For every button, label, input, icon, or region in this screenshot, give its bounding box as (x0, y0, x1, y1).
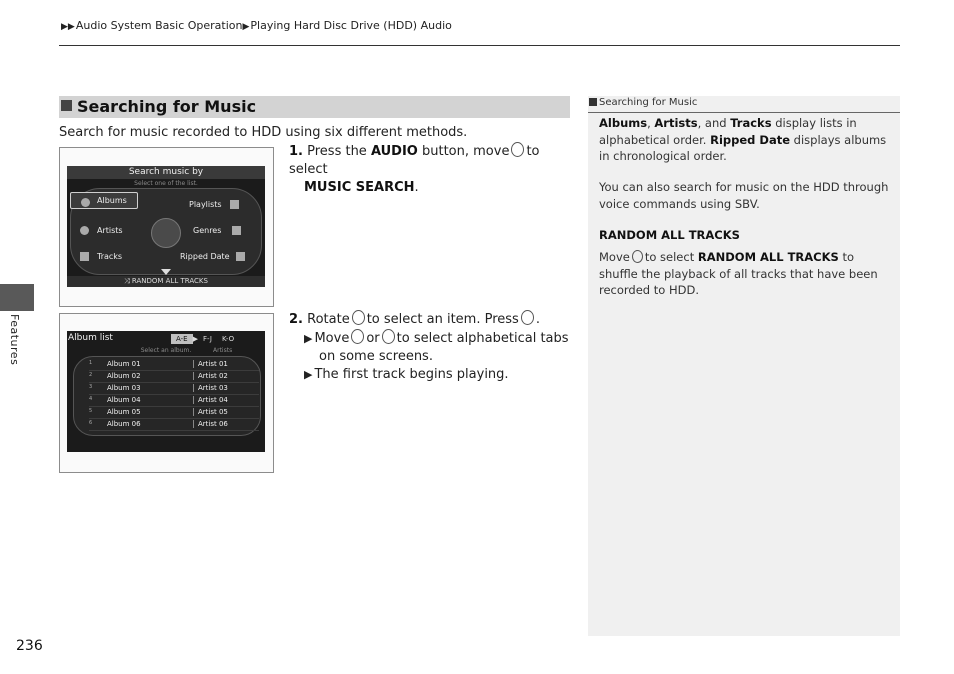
albums-label: Albums (97, 196, 127, 205)
breadcrumb (61, 19, 452, 32)
screen-title: Search music by (67, 166, 265, 179)
album-name: Album 03 (107, 384, 141, 392)
screen-subtitle (67, 347, 265, 354)
list-item[interactable] (89, 396, 259, 407)
row-number: 5 (89, 408, 93, 414)
breadcrumb-item[interactable]: Playing Hard Disc Drive (HDD) Audio (250, 19, 452, 32)
dial-knob (151, 218, 181, 248)
albums-button[interactable] (70, 192, 138, 209)
list-item[interactable] (89, 360, 259, 371)
calendar-icon (236, 252, 245, 261)
step-text: to select an item. Press (366, 312, 519, 327)
tab-f-j[interactable]: F-J (202, 335, 212, 343)
substep (304, 329, 571, 366)
tracks-term: Tracks (730, 116, 772, 130)
tab-arrow-icon: ▶ (192, 335, 198, 343)
artist-name: Artist 03 (193, 384, 228, 392)
step-text: to select (289, 144, 540, 177)
side-tab-label: Features (8, 314, 21, 366)
album-name: Album 06 (107, 420, 141, 428)
press-control-icon (521, 310, 534, 325)
genres-label: Genres (193, 226, 222, 235)
screen-title: Album list (68, 333, 113, 343)
breadcrumb-arrow-icon: ▶ (242, 22, 250, 32)
step-text: . (535, 312, 540, 327)
step-text: to select alphabetical tabs on some screens. (319, 331, 569, 364)
step-text: button, move (422, 144, 510, 159)
list-item[interactable] (89, 372, 259, 383)
tracks-button[interactable] (80, 252, 122, 261)
side-note-title: Searching for Music (599, 97, 698, 108)
alphabet-tabs (171, 334, 239, 344)
step-2 (289, 310, 571, 384)
ripped-date-term: Ripped Date (710, 132, 791, 147)
genres-icon (232, 226, 241, 235)
section-title: Searching for Music (77, 97, 257, 116)
playlists-label: Playlists (189, 200, 222, 209)
side-note-paragraph: You can also search for music on the HDD through voice commands using SBV. (599, 180, 889, 211)
step-text: The first track begins playing. (314, 367, 509, 382)
side-note-panel (588, 96, 900, 636)
note-text: displays albums in chronological order. (599, 132, 887, 163)
substep-arrow-icon: ▶ (304, 368, 313, 381)
row-number: 3 (89, 384, 93, 390)
step-text: . (414, 180, 419, 195)
playlists-button[interactable] (189, 200, 239, 209)
tab-k-o[interactable]: K-O (222, 335, 235, 343)
search-music-screen (67, 166, 265, 287)
artist-name: Artist 01 (193, 360, 228, 368)
breadcrumb-item[interactable]: Audio System Basic Operation (75, 19, 243, 32)
side-tab (0, 284, 34, 311)
row-number: 6 (89, 420, 93, 426)
row-number: 1 (89, 360, 93, 366)
step-text: Move (314, 331, 350, 346)
artist-name: Artist 04 (193, 396, 228, 404)
section-square-icon (61, 100, 72, 111)
section-intro: Search for music recorded to HDD using six different methods. (59, 125, 468, 140)
album-list-screen (67, 331, 265, 452)
ripped-date-label: Ripped Date (180, 252, 230, 261)
artist-name: Artist 02 (193, 372, 228, 380)
artists-label: Artists (97, 226, 123, 235)
list-item[interactable] (89, 420, 259, 431)
artists-term: Artists (654, 116, 698, 130)
shuffle-icon: ⤨ (124, 277, 132, 285)
move-left-control-icon (351, 329, 364, 344)
artist-name: Artist 05 (193, 408, 228, 416)
step-1 (289, 142, 571, 197)
artists-column-header: Artists (213, 347, 233, 354)
breadcrumb-arrow-icon: ▶▶ (61, 22, 75, 32)
step-number: 2. (289, 312, 303, 327)
note-text: Move (599, 250, 630, 264)
step-text: or (366, 331, 380, 346)
side-note-paragraph (599, 115, 891, 165)
section-heading (59, 96, 570, 118)
album-name: Album 01 (107, 360, 141, 368)
artists-icon (80, 226, 89, 235)
music-search-label: MUSIC SEARCH (304, 180, 415, 195)
note-text: , (647, 116, 651, 130)
note-text: to select (644, 250, 695, 264)
move-down-control-icon (632, 250, 643, 263)
page-number: 236 (16, 638, 43, 654)
note-text: , and (697, 116, 727, 130)
ripped-date-button[interactable] (180, 252, 245, 261)
step-number: 1. (289, 144, 303, 159)
move-up-control-icon (511, 142, 524, 157)
list-item[interactable] (89, 408, 259, 419)
substep (304, 366, 571, 384)
step-text: Press the (307, 144, 367, 159)
albums-icon (81, 198, 90, 207)
subtitle-text: Select an album. (140, 347, 192, 354)
rotate-control-icon (352, 310, 365, 325)
step-text: Rotate (307, 312, 350, 327)
random-all-tracks-heading: RANDOM ALL TRACKS (599, 228, 740, 242)
album-name: Album 05 (107, 408, 141, 416)
note-text: display lists in alphabetical order. (599, 116, 857, 147)
album-name: Album 02 (107, 372, 141, 380)
substep-arrow-icon: ▶ (304, 332, 313, 345)
note-marker-icon (589, 98, 597, 106)
down-arrow-icon (161, 269, 171, 275)
header-rule (59, 45, 900, 46)
albums-term: Albums (599, 116, 648, 130)
screen-subtitle: Select one of the list. (134, 180, 198, 187)
list-item[interactable] (89, 384, 259, 395)
random-all-tracks-button[interactable] (67, 276, 265, 287)
row-number: 4 (89, 396, 93, 402)
random-all-tracks-label: RANDOM ALL TRACKS (131, 277, 208, 285)
genres-button[interactable] (193, 226, 241, 235)
tracks-icon (80, 252, 89, 261)
artists-button[interactable] (80, 226, 123, 235)
tab-a-e[interactable]: A-E (171, 334, 193, 344)
note-text: to shuffle the playback of all tracks that have been recorded to HDD. (599, 250, 878, 297)
random-all-tracks-term: RANDOM ALL TRACKS (697, 250, 839, 264)
row-number: 2 (89, 372, 93, 378)
move-right-control-icon (382, 329, 395, 344)
side-note-paragraph (599, 249, 891, 299)
side-note-header (588, 96, 900, 113)
artist-name: Artist 06 (193, 420, 228, 428)
album-name: Album 04 (107, 396, 141, 404)
audio-button-label: AUDIO (370, 144, 418, 159)
playlists-icon (230, 200, 239, 209)
tracks-label: Tracks (97, 252, 123, 261)
